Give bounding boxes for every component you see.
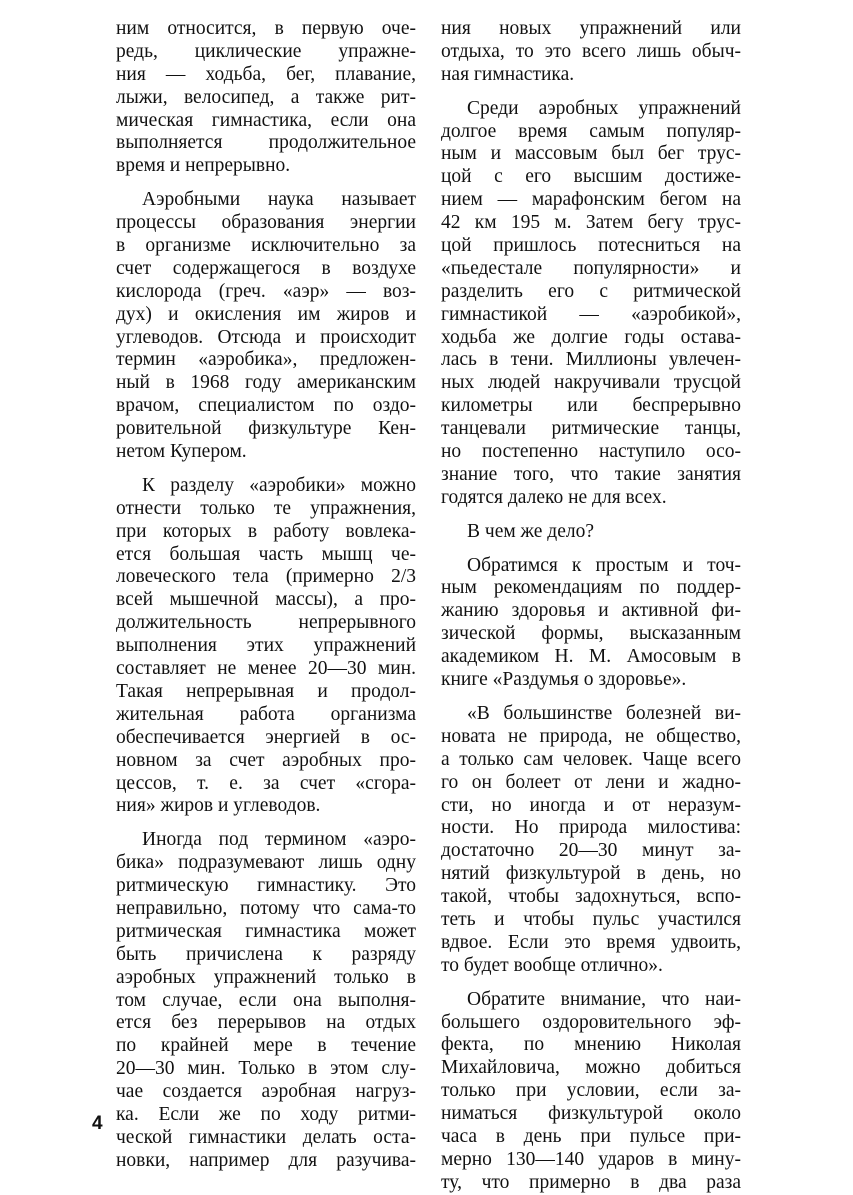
- text-line: аэробных упражнений только в: [116, 966, 416, 988]
- text-line: ния новых упражнений или: [441, 18, 741, 39]
- text-line: знание того, что такие занятия: [441, 463, 741, 485]
- text-line: ности. Но природа милостива:: [441, 817, 741, 839]
- text-line: теть и чтобы пульс участился: [441, 908, 741, 930]
- text-line: Аэробными наука называет: [142, 189, 416, 211]
- right-text-column: [441, 18, 741, 1195]
- text-line: том случае, если она выполня-: [116, 989, 416, 1011]
- text-line: выполняется продолжительное: [116, 132, 416, 154]
- text-line: ту, что примерно в два раза: [441, 1171, 741, 1193]
- text-line: большего оздоровительного эф-: [441, 1011, 741, 1033]
- text-line: цой пришлось потесниться на: [441, 235, 741, 257]
- paragraph: [116, 475, 416, 818]
- text-line: ется большая часть мышц че-: [116, 543, 416, 565]
- text-line: ческой гимнастики делать оста-: [116, 1126, 416, 1148]
- text-line: углеводов. Отсюда и происходит: [116, 326, 416, 348]
- text-line: вдвое. Если это время удвоить,: [441, 931, 741, 953]
- text-line: ным и массовым был бег трус-: [441, 143, 741, 165]
- text-line: новки, например для разучива-: [116, 1149, 416, 1171]
- text-line: цессов, т. е. за счет «сгора-: [116, 772, 416, 794]
- text-line: ходьба же долгие годы остава-: [441, 326, 741, 348]
- text-line: Иногда под термином «аэро-: [142, 829, 416, 851]
- text-line: отнести только те упражнения,: [116, 497, 416, 519]
- text-line: Такая непрерывная и продол-: [116, 680, 416, 702]
- text-line: термин «аэробика», предложен-: [116, 349, 416, 371]
- text-line: К разделу «аэробики» можно: [142, 474, 416, 496]
- text-line: фекта, по мнению Николая: [441, 1034, 741, 1056]
- text-line: быть причислена к разряду: [116, 943, 416, 965]
- text-line: Михайловича, можно добиться: [441, 1057, 741, 1079]
- paragraph: [441, 18, 741, 87]
- text-line: новном за счет аэробных про-: [116, 749, 416, 771]
- text-line: ним относится, в первую оче-: [116, 18, 416, 39]
- paragraph: [441, 555, 741, 692]
- text-line: составляет не менее 20—30 мин.: [116, 658, 416, 680]
- text-line: только при условии, если за-: [441, 1080, 741, 1102]
- text-line: 42 км 195 м. Затем бегу трус-: [441, 212, 741, 234]
- text-line: зической формы, высказанным: [441, 623, 741, 645]
- text-line: чае создается аэробная нагруз-: [116, 1081, 416, 1103]
- text-line: ка. Если же по ходу ритми-: [116, 1103, 416, 1125]
- text-line: ный в 1968 году американским: [116, 372, 416, 394]
- paragraph: [441, 989, 741, 1195]
- text-line: ных людей накручивали трусцой: [441, 372, 741, 394]
- text-line: Среди аэробных упражнений: [467, 97, 741, 119]
- text-line: Обратите внимание, что наи-: [467, 988, 741, 1010]
- text-line: мерно 130—140 ударов в мину-: [441, 1148, 741, 1170]
- text-line: цой с его высшим достиже-: [441, 166, 741, 188]
- paragraph: [116, 189, 416, 464]
- text-line: ловеческого тела (примерно 2/3: [116, 566, 416, 588]
- text-line: го он болеет от лени и жадно-: [441, 771, 741, 793]
- text-line: нием — марафонским бегом на: [441, 189, 741, 211]
- text-line: время и непрерывно.: [116, 155, 291, 177]
- text-line: достаточно 20—30 минут за-: [441, 840, 741, 862]
- text-line: бика» подразумевают лишь одну: [116, 852, 416, 874]
- text-line: академиком Н. М. Амосовым в: [441, 646, 741, 668]
- paragraph: [116, 18, 416, 178]
- text-line: ниматься физкультурой около: [441, 1103, 741, 1125]
- text-line: Обратимся к простым и точ-: [467, 554, 741, 576]
- text-line: ния — ходьба, бег, плавание,: [116, 63, 416, 85]
- text-line: мическая гимнастика, если она: [116, 109, 416, 131]
- text-line: разделить его с ритмической: [441, 280, 741, 302]
- text-line: кислорода (греч. «аэр» — воз-: [116, 280, 416, 302]
- text-line: ется без перерывов на отдых: [116, 1012, 416, 1034]
- text-line: ным рекомендациям по поддер-: [441, 577, 741, 599]
- text-line: долгое время самым популяр-: [441, 120, 741, 142]
- text-line: выполнения этих упражнений: [116, 635, 416, 657]
- text-line: всей мышечной массы), а про-: [116, 589, 416, 611]
- text-line: обеспечивается энергией в ос-: [116, 726, 416, 748]
- text-line: ная гимнастика.: [441, 63, 575, 85]
- text-line: а только сам человек. Чаще всего: [441, 748, 741, 770]
- paragraph: [441, 98, 741, 510]
- text-line: в организме исключительно за: [116, 235, 416, 257]
- text-line: лыжи, велосипед, а также рит-: [116, 86, 416, 108]
- text-line: В чем же дело?: [467, 520, 595, 542]
- text-line: сти, но иногда и от неразум-: [441, 794, 741, 816]
- paragraph: [116, 829, 416, 1172]
- text-line: то будет вообще отлично».: [441, 954, 663, 976]
- text-line: нетом Купером.: [116, 441, 247, 463]
- text-line: жительная работа организма: [116, 703, 416, 725]
- text-line: ния» жиров и углеводов.: [116, 795, 321, 817]
- text-line: но постепенно наступило осо-: [441, 441, 741, 463]
- text-line: «В большинстве болезней ви-: [467, 702, 741, 724]
- text-line: 20—30 мин. Только в этом слу-: [116, 1058, 416, 1080]
- text-line: по крайней мере в течение: [116, 1035, 416, 1057]
- text-line: такой, чтобы задохнуться, вспо-: [441, 886, 741, 908]
- page-number: 4: [92, 1113, 103, 1134]
- text-line: отдыха, то это всего лишь обыч-: [441, 40, 741, 62]
- text-line: дух) и окисления им жиров и: [116, 303, 416, 325]
- text-line: неправильно, потому что сама-то: [116, 897, 416, 919]
- text-line: танцевали ритмические танцы,: [441, 418, 741, 440]
- paragraph: [441, 703, 741, 978]
- text-line: нятий физкультурой в день, но: [441, 863, 741, 885]
- text-line: редь, циклические упражне-: [116, 40, 416, 62]
- left-text-column: [116, 18, 416, 1173]
- text-line: ритмическая гимнастика может: [116, 920, 416, 942]
- paragraph: [441, 521, 741, 544]
- text-line: километры или беспрерывно: [441, 395, 741, 417]
- text-line: лась в тени. Миллионы увлечен-: [441, 349, 741, 371]
- text-line: счет содержащегося в воздухе: [116, 257, 416, 279]
- text-line: «пьедестале популярности» и: [441, 257, 741, 279]
- text-line: годятся далеко не для всех.: [441, 486, 667, 508]
- text-line: жанию здоровья и активной фи-: [441, 600, 741, 622]
- text-line: книге «Раздумья о здоровье».: [441, 669, 687, 691]
- text-line: ритмическую гимнастику. Это: [116, 875, 416, 897]
- text-line: гимнастикой — «аэробикой»,: [441, 303, 741, 325]
- text-line: ровительной физкультуре Кен-: [116, 418, 416, 440]
- text-line: процессы образования энергии: [116, 212, 416, 234]
- text-line: часа в день при пульсе при-: [441, 1125, 741, 1147]
- text-line: новата не природа, не общество,: [441, 725, 741, 747]
- text-line: врачом, специалистом по оздо-: [116, 395, 416, 417]
- text-line: должительность непрерывного: [116, 612, 416, 634]
- text-line: при которых в работу вовлека-: [116, 520, 416, 542]
